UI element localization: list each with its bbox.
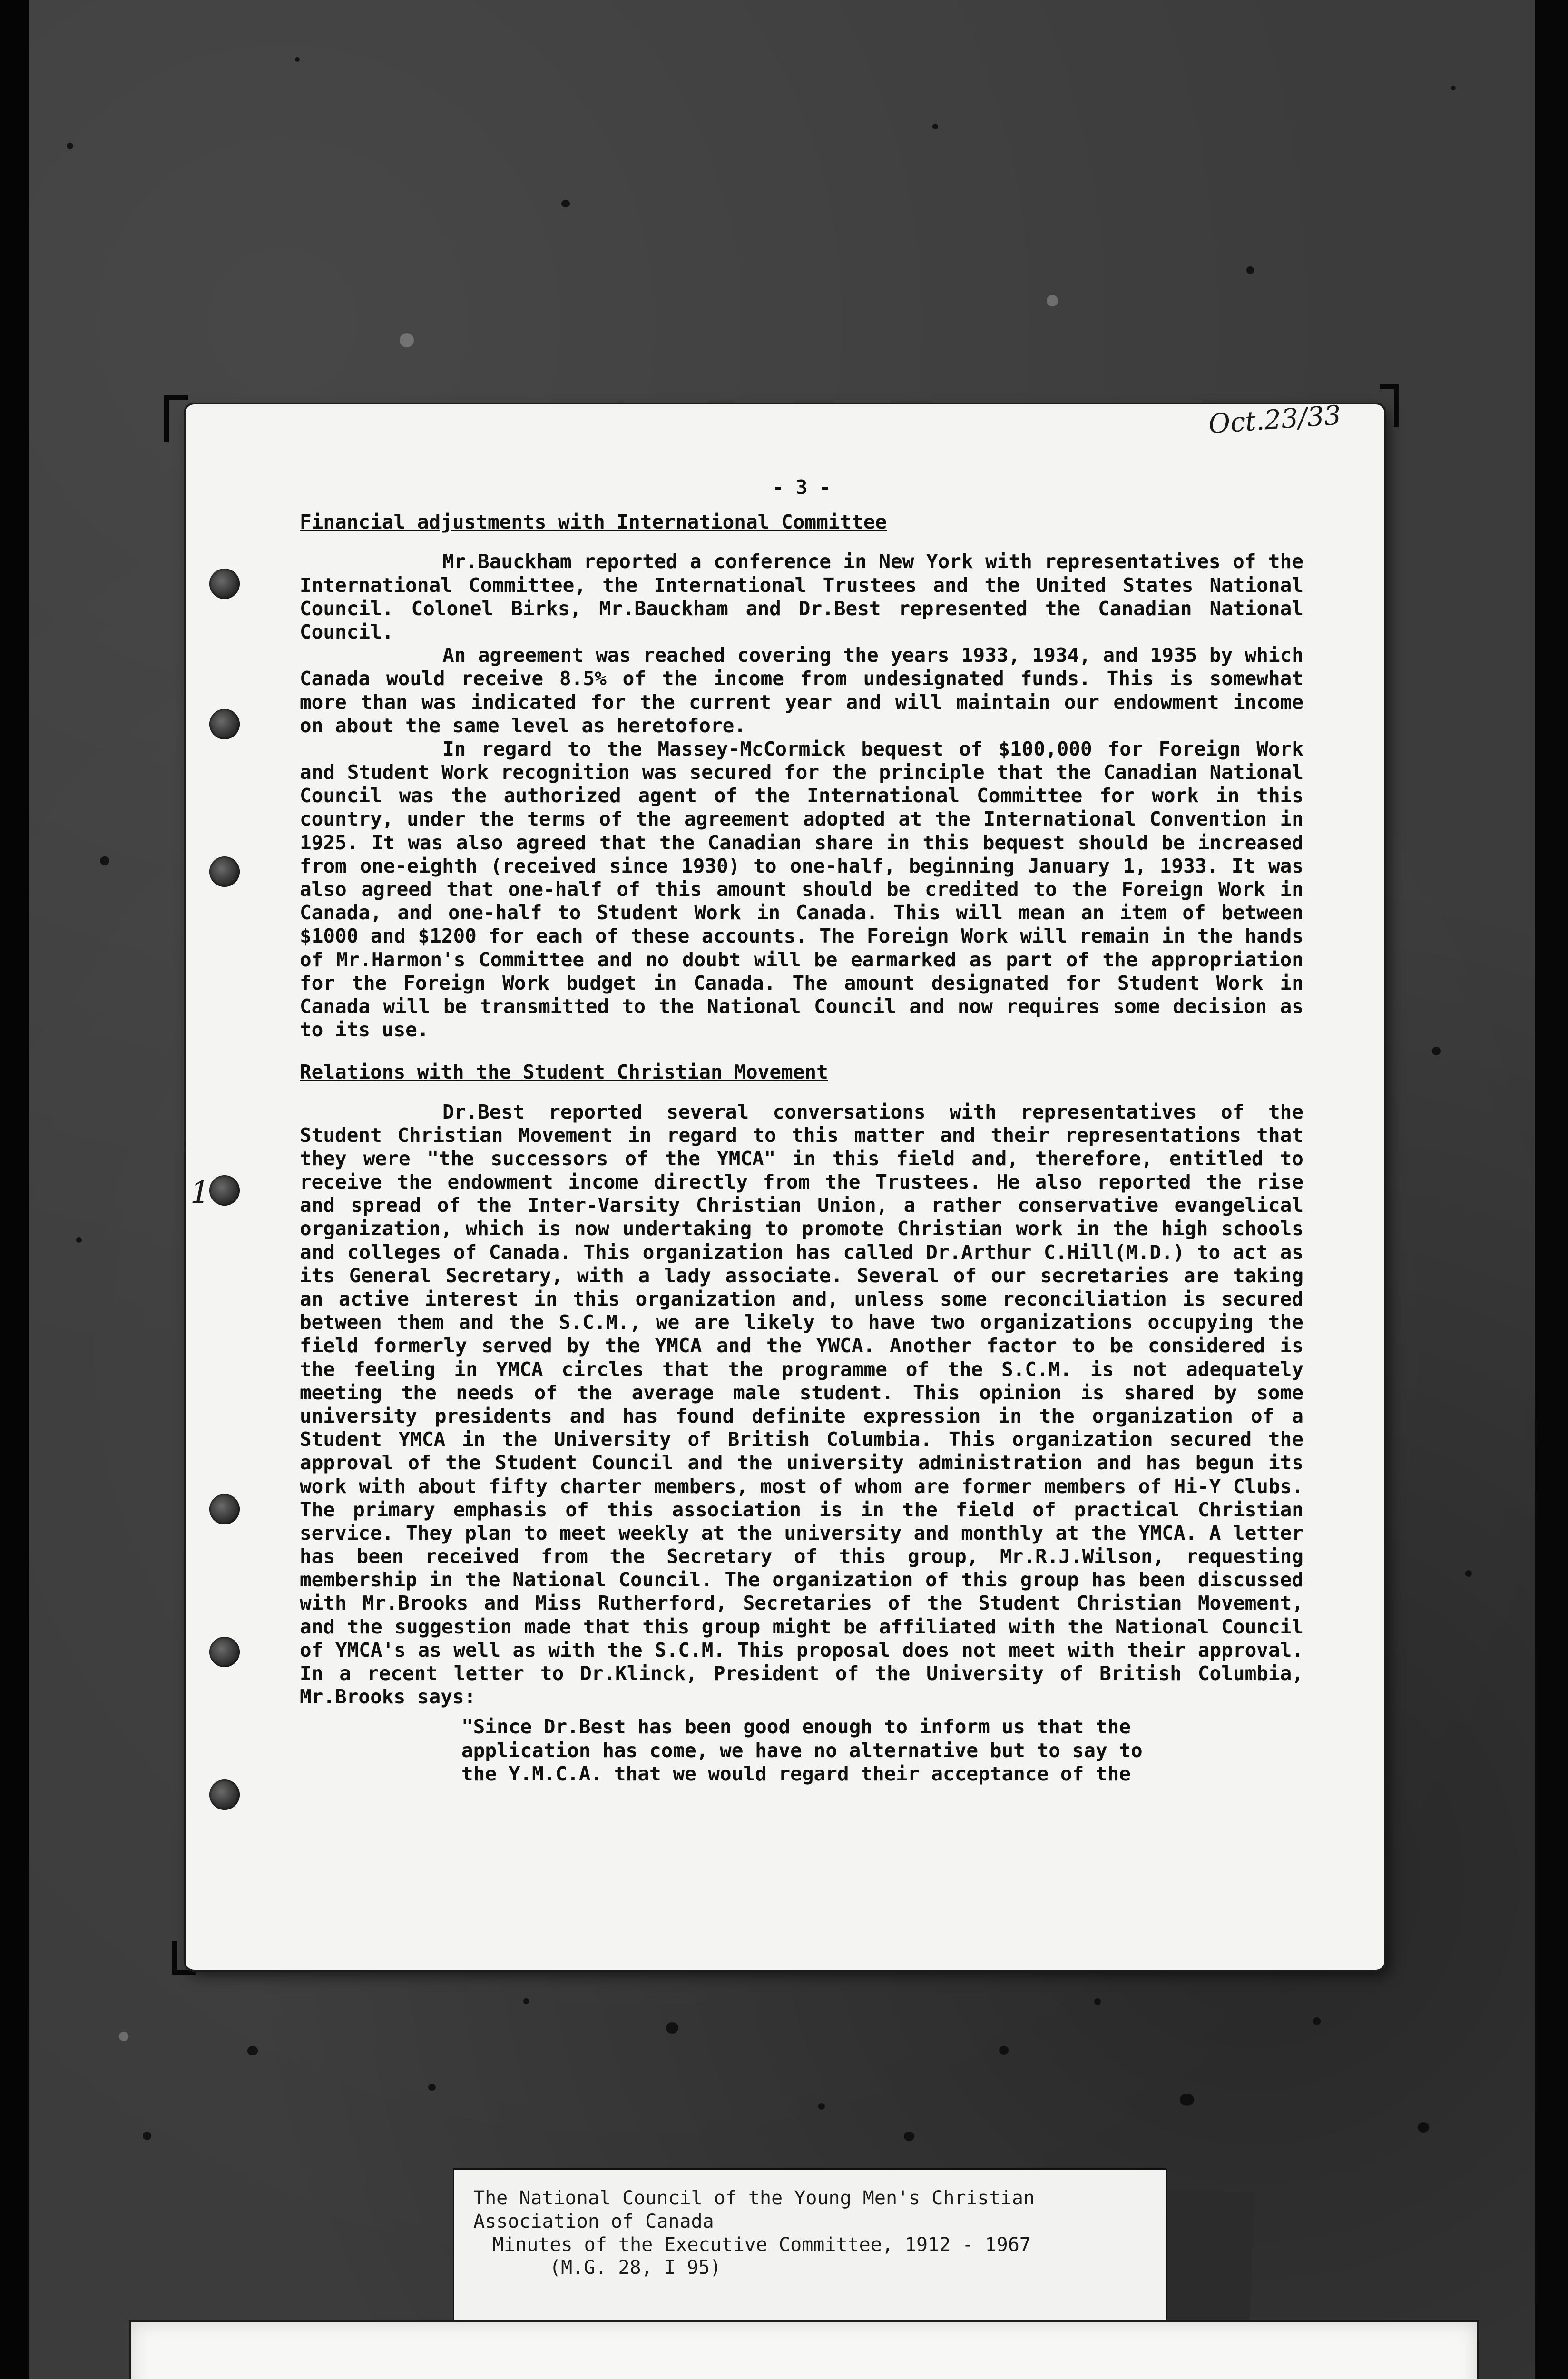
block-quote — [461, 1715, 1303, 1786]
punch-hole — [209, 1637, 240, 1667]
punch-hole — [209, 1779, 240, 1810]
punch-hole — [209, 1494, 240, 1524]
film-edge-left — [0, 0, 29, 2379]
archives-stamp-card — [131, 2322, 1477, 2379]
paragraph: An agreement was reached covering the years 1933, 1934, and 1935 by which Canada would receive 8.5% of the income from undesignated funds. This is somewhat more than was indicated for the current year and will maintain our endowment income on about the same level as heretofore. — [300, 644, 1303, 737]
paragraph: Dr.Best reported several conversations with representatives of the Student Christian Movement in regard to this matter and their representations that they were "the successors of the YMCA" in this field and, therefore, entitled to receive the endowment income directly from the Trustees. He also reported the rise and spread of the Inter-Varsity Christian Union, a rather conservative evangelical organization, which is now undertaking to promote Christian work in the high schools and colleges of Canada. This organization has called Dr.Arthur C.Hill(M.D.) to act as its General Secretary, with a lady associate. Several of our secretaries are taking an active interest in this organization and, unless some reconciliation is secured between them and the S.C.M., we are likely to have two organizations occupying the field formerly served by the YMCA and the YWCA. Another factor to be considered is the feeling in YMCA circles that the programme of the S.C.M. is not adequately meeting the needs of the average male student. This opinion is shared by some university presidents and has found definite expression in the organization of a Student YMCA in the University of British Columbia. This organization secured the approval of the Student Council and the university administration and has begun its work with about fifty charter members, most of whom are former members of Hi-Y Clubs. The primary emphasis of this association is in the field of practical Christian service. They plan to meet weekly at the university and monthly at the YMCA. A letter has been received from the Secretary of this group, Mr.R.J.Wilson, requesting membership in the National Council. The organization of this group has been discussed with Mr.Brooks and Miss Rutherford, Secretaries of the Student Christian Movement, and the suggestion made that this group might be affiliated with the National Council of YMCA's as well as with the S.C.M. This proposal does not meet with their approval. In a recent letter to Dr.Klinck, President of the University of British Columbia, Mr.Brooks says: — [300, 1100, 1303, 1709]
quote-line: application has come, we have no alternative but to say to — [461, 1739, 1143, 1762]
archive-label-line: Minutes of the Executive Committee, 1912 - 1967 — [492, 2233, 1031, 2256]
film-edge-right — [1535, 0, 1568, 2379]
punch-hole — [209, 856, 240, 887]
corner-bracket-top-left — [164, 395, 188, 442]
handwritten-margin-mark: 1 — [190, 1175, 210, 1210]
document-page — [186, 400, 1384, 1970]
handwritten-date: Oct.23/33 — [1207, 400, 1342, 440]
punch-hole — [209, 569, 240, 599]
archive-label-line: (M.G. 28, I 95) — [549, 2257, 722, 2279]
quote-line: "Since Dr.Best has been good enough to inform us that the — [461, 1715, 1131, 1739]
archive-label-line: Association of Canada — [473, 2210, 714, 2232]
page-number: - 3 - — [772, 476, 831, 499]
section-heading-student-christian-movement: Relations with the Student Christian Movement — [300, 1061, 828, 1084]
document-body — [300, 476, 1303, 1786]
punch-hole — [209, 1175, 240, 1206]
quote-line: the Y.M.C.A. that we would regard their acceptance of the — [461, 1762, 1131, 1785]
paragraph: Mr.Bauckham reported a conference in New York with representatives of the International Committee, the International Trustees and the United States National Council. Colonel Birks, Mr.Bauckham and Dr.Best represented the Canadian National Council. — [300, 550, 1303, 643]
section-heading-financial: Financial adjustments with International Committee — [300, 511, 887, 534]
archive-label-line: The National Council of the Young Men's Christian — [473, 2187, 1035, 2209]
punch-hole — [209, 709, 240, 739]
paragraph: In regard to the Massey-McCormick bequest of $100,000 for Foreign Work and Student Work recognition was secured for the principle that the Canadian National Council was the authorized agent of the International Committee for work in this country, under the terms of the agreement adopted at the International Convention in 1925. It was also agreed that the Canadian share in this bequest should be increased from one-eighth (received since 1930) to one-half, beginning January 1, 1933. It was also agreed that one-half of this amount should be credited to the Foreign Work in Canada, and one-half to Student Work in Canada. This will mean an item of between $1000 and $1200 for each of these accounts. The Foreign Work will remain in the hands of Mr.Harmon's Committee and no doubt will be earmarked as part of the appropriation for the Foreign Work budget in Canada. The amount designated for Student Work in Canada will be transmitted to the National Council and now requires some decision as to its use. — [300, 737, 1303, 1042]
